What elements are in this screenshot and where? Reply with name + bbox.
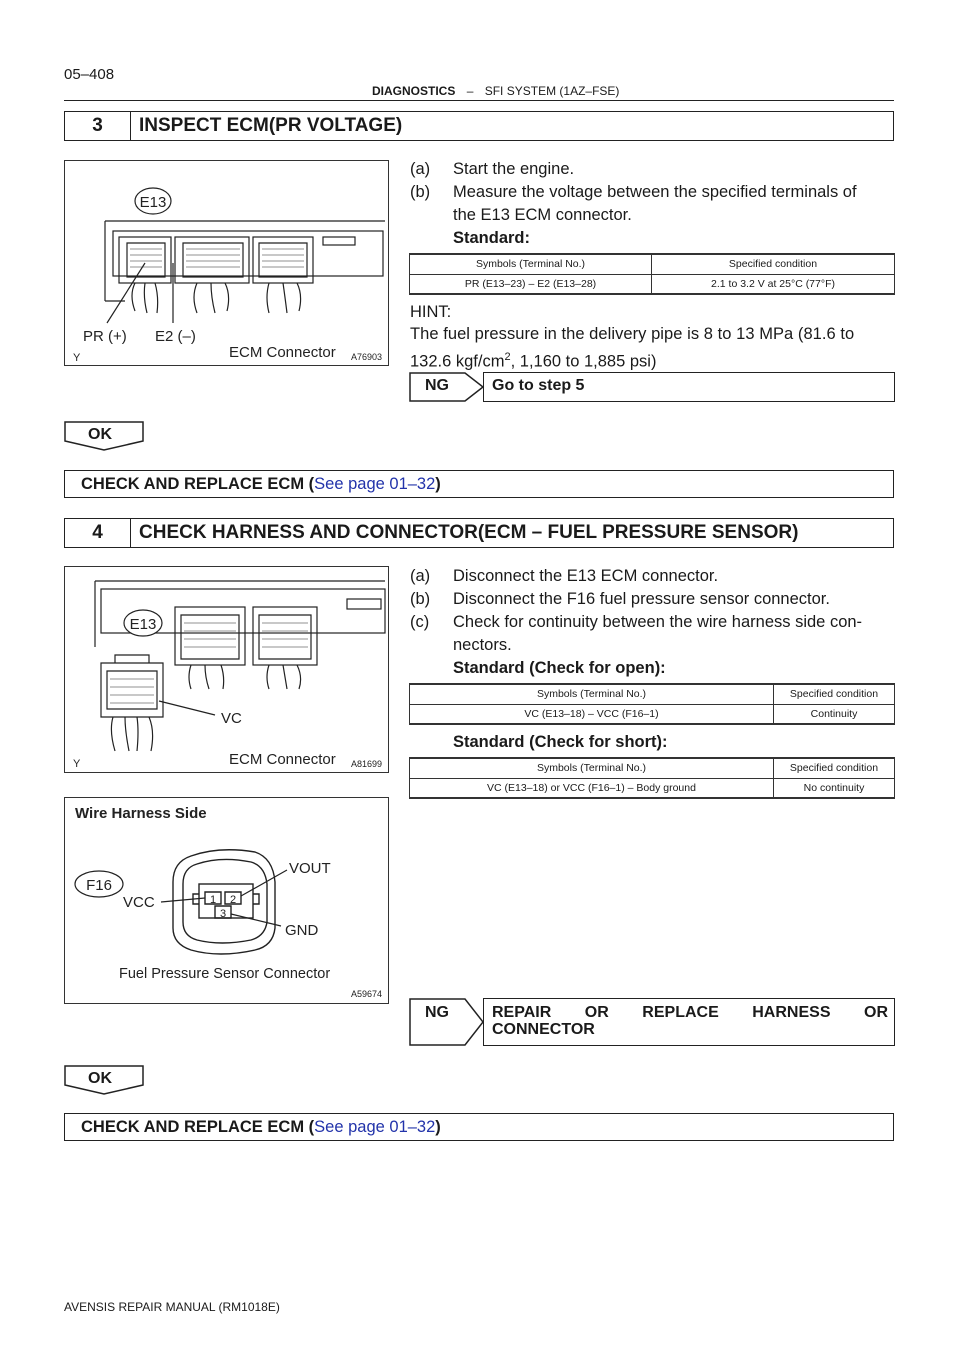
pr-label: PR (+) (83, 328, 127, 345)
ecm-connector-drawing-1 (65, 161, 387, 364)
header-section (372, 84, 619, 98)
step3-instruction-b-cont: the E13 ECM connector. (453, 206, 632, 224)
table-header: Symbols (Terminal No.) (410, 254, 652, 274)
figure-code-3: A59674 (351, 989, 383, 999)
table-row (410, 778, 895, 798)
ng-text-2-line-2: CONNECTOR (492, 1021, 595, 1038)
ok-tag-1: OK (64, 421, 144, 451)
ng-text-1: Go to step 5 (492, 377, 585, 394)
table-cell: VC (E13–18) – VCC (F16–1) (410, 704, 774, 724)
table-row (410, 758, 895, 778)
standard-short-label: Standard (Check for short): (453, 733, 668, 751)
see-page-link-2[interactable]: See page 01–32 (314, 1117, 436, 1136)
table-row (410, 684, 895, 704)
step-3-bar (64, 111, 894, 141)
step4-instruction-a: (a) Disconnect the E13 ECM connector. (410, 567, 719, 585)
ecm-connector-drawing-2 (65, 567, 387, 771)
ok-tag-2: OK (64, 1065, 144, 1095)
table-cell: Continuity (774, 704, 895, 724)
table-row (410, 274, 895, 294)
header-rule (64, 100, 894, 101)
check-replace-ecm-1: CHECK AND REPLACE ECM ( See page 01–32 ) (64, 470, 894, 498)
fuel-pressure-sensor-drawing (65, 798, 387, 1002)
ng-tag-2: NG (425, 1004, 449, 1021)
fuel-pressure-sensor-figure (64, 797, 389, 1004)
table-header: Specified condition (652, 254, 895, 274)
ecm-caption-2: ECM Connector (229, 751, 336, 768)
page-number: 05–408 (64, 66, 115, 83)
footer-manual-title: AVENSIS REPAIR MANUAL (RM1018E) (64, 1300, 280, 1314)
table-cell: No continuity (774, 778, 895, 798)
e13-label-1: E13 (139, 194, 167, 211)
e2-label: E2 (–) (155, 328, 196, 345)
figure-code-2: A81699 (351, 759, 383, 769)
vout-label: VOUT (289, 860, 331, 877)
fuel-pressure-sensor-caption: Fuel Pressure Sensor Connector (119, 966, 331, 982)
ecm-connector-figure-2 (64, 566, 389, 773)
standard-open-label: Standard (Check for open): (453, 659, 666, 677)
ng-arrow-shape-1 (409, 372, 489, 402)
wire-harness-side-title: Wire Harness Side (75, 805, 207, 822)
step3-instruction-b: (b) Measure the voltage between the specified terminals of (410, 183, 857, 201)
hint-line-1: The fuel pressure in the delivery pipe is 8 to 13 MPa (81.6 to (410, 325, 855, 343)
see-page-link-1[interactable]: See page 01–32 (314, 474, 436, 493)
gnd-label: GND (285, 922, 319, 939)
table-row (410, 254, 895, 274)
pin-1-label: 1 (209, 894, 217, 906)
f16-label: F16 (86, 877, 112, 894)
section-name: DIAGNOSTICS (372, 84, 456, 98)
figure-code-1: A76903 (351, 352, 383, 362)
step3-standard-label: Standard: (453, 229, 531, 247)
table-header: Specified condition (774, 684, 895, 704)
open-check-table (409, 683, 895, 725)
step3-instruction-a: (a) Start the engine. (410, 160, 575, 178)
step4-instruction-c-cont: nectors. (453, 636, 512, 654)
hint-line-2: 132.6 kgf/$cm^2$, 1,160 to 1,885 psi) (410, 351, 657, 371)
hint-label: HINT: (410, 303, 452, 321)
vcc-label: VCC (123, 894, 155, 911)
table-header: Symbols (Terminal No.) (410, 758, 774, 778)
table-header: Specified condition (774, 758, 895, 778)
check-replace-ecm-2: CHECK AND REPLACE ECM ( See page 01–32 ) (64, 1113, 894, 1141)
short-check-table (409, 757, 895, 799)
ecm-caption-1: ECM Connector (229, 344, 336, 361)
pin-3-label: 3 (219, 908, 227, 920)
step4-instruction-c: (c) Check for continuity between the wire harness side con- (410, 613, 863, 631)
ng-text-2-line-1: REPAIR OR REPLACE HARNESS OR (492, 1004, 888, 1021)
step-4-bar (64, 518, 894, 548)
step4-instruction-b: (b) Disconnect the F16 fuel pressure sensor connector. (410, 590, 830, 608)
step-4-title: CHECK HARNESS AND CONNECTOR(ECM – FUEL PRESSURE SENSOR) (139, 522, 799, 543)
step-3-title: INSPECT ECM(PR VOLTAGE) (139, 115, 403, 136)
vc-label: VC (221, 710, 242, 727)
table-row (410, 704, 895, 724)
ng-tag-1: NG (425, 377, 449, 394)
step-3-number: 3 (65, 112, 131, 140)
y-mark-1: Y (73, 352, 81, 364)
y-mark-2: Y (73, 758, 81, 770)
pin-2-label: 2 (229, 894, 237, 906)
step-4-number: 4 (65, 519, 131, 547)
header-dash: – (466, 84, 474, 98)
table-cell: PR (E13–23) – E2 (E13–28) (410, 274, 652, 294)
ecm-connector-figure-1 (64, 160, 389, 366)
table-cell: 2.1 to 3.2 V at 25°C (77°F) (652, 274, 895, 294)
step3-spec-table (409, 253, 895, 295)
table-cell: VC (E13–18) or VCC (F16–1) – Body ground (410, 778, 774, 798)
ng-arrow-shape-2 (409, 998, 489, 1046)
table-header: Symbols (Terminal No.) (410, 684, 774, 704)
e13-label-2: E13 (129, 616, 157, 633)
subsection-name: SFI SYSTEM (1AZ–FSE) (484, 84, 620, 98)
